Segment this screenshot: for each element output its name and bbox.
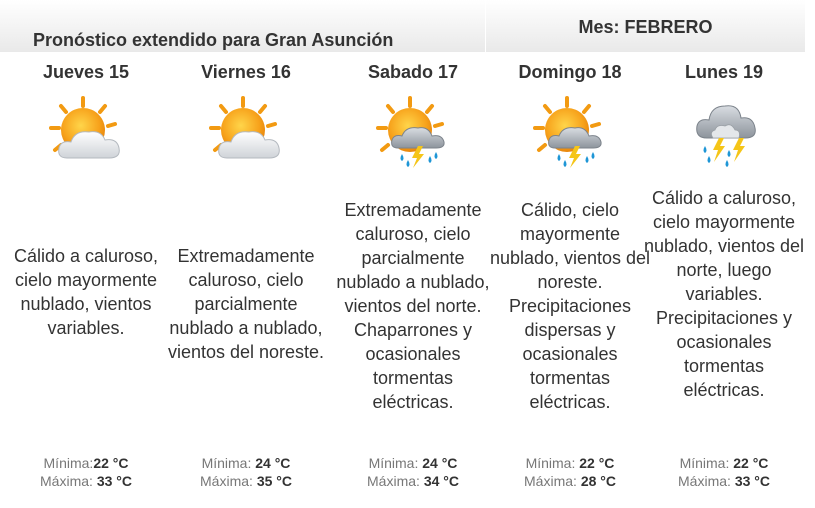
- header-left: [0, 0, 485, 52]
- sun-thunderstorm-icon: [529, 92, 611, 172]
- max-label: Máxima:: [678, 473, 731, 489]
- day-description: Extremadamente caluroso, cielo parcialmente nublado a nublado, vientos del norte. Chaparrones y ocasionales tormentas eléctricas.: [336, 200, 490, 412]
- month-label: Mes: FEBRERO: [578, 17, 713, 37]
- page-title: Pronóstico extendido para Gran Asunción: [33, 30, 394, 50]
- min-label: Mínima:: [368, 455, 419, 471]
- day-description: Cálido, cielo mayormente nublado, vientos del noreste. Precipitaciones dispersas y ocasionales tormentas eléctricas.: [489, 200, 651, 412]
- day-temperatures: [642, 454, 806, 490]
- min-label: Mínima:: [43, 455, 94, 471]
- min-label: Mínima:: [201, 455, 252, 471]
- max-temp: 33 °C: [734, 473, 770, 489]
- max-label: Máxima:: [524, 473, 577, 489]
- max-temp: 28 °C: [580, 473, 616, 489]
- partly-cloudy-icon: [45, 92, 127, 172]
- day-name: Sabado 17: [367, 62, 459, 82]
- max-temp: 34 °C: [423, 473, 459, 489]
- max-temp: 33 °C: [96, 473, 132, 489]
- min-temp: 24 °C: [255, 455, 291, 471]
- day-temperatures: [164, 454, 328, 490]
- min-temp: 24 °C: [422, 455, 458, 471]
- sun-thunderstorm-icon: [372, 92, 454, 172]
- day-name: Viernes 16: [201, 62, 291, 82]
- min-temp: 22 °C: [93, 455, 129, 471]
- forecast-day-1: [4, 52, 168, 508]
- forecast-day-4: [488, 52, 652, 508]
- partly-cloudy-icon: [205, 92, 287, 172]
- day-description: Cálido a caluroso, cielo mayormente nublado, vientos variables.: [13, 246, 159, 338]
- forecast-day-2: [164, 52, 328, 508]
- day-name: Jueves 15: [42, 62, 130, 82]
- thunderstorm-icon: [683, 92, 765, 172]
- max-label: Máxima:: [200, 473, 253, 489]
- day-name: Domingo 18: [518, 62, 622, 82]
- day-temperatures: [4, 454, 168, 490]
- header-right: [486, 0, 805, 52]
- day-name: Lunes 19: [684, 62, 764, 82]
- forecast-day-3: [331, 52, 495, 508]
- min-temp: 22 °C: [733, 455, 769, 471]
- min-label: Mínima:: [525, 455, 576, 471]
- day-description: Cálido a caluroso, cielo mayormente nublado, vientos del norte, luego variables. Precipitaciones y ocasionales tormentas eléctricas.: [643, 188, 805, 400]
- max-temp: 35 °C: [256, 473, 292, 489]
- forecast-day-5: [642, 52, 806, 508]
- max-label: Máxima:: [367, 473, 420, 489]
- max-label: Máxima:: [40, 473, 93, 489]
- min-label: Mínima:: [679, 455, 730, 471]
- day-temperatures: [331, 454, 495, 490]
- day-description: Extremadamente caluroso, cielo parcialmente nublado a nublado, vientos del noreste.: [167, 246, 325, 362]
- day-temperatures: [488, 454, 652, 490]
- min-temp: 22 °C: [579, 455, 615, 471]
